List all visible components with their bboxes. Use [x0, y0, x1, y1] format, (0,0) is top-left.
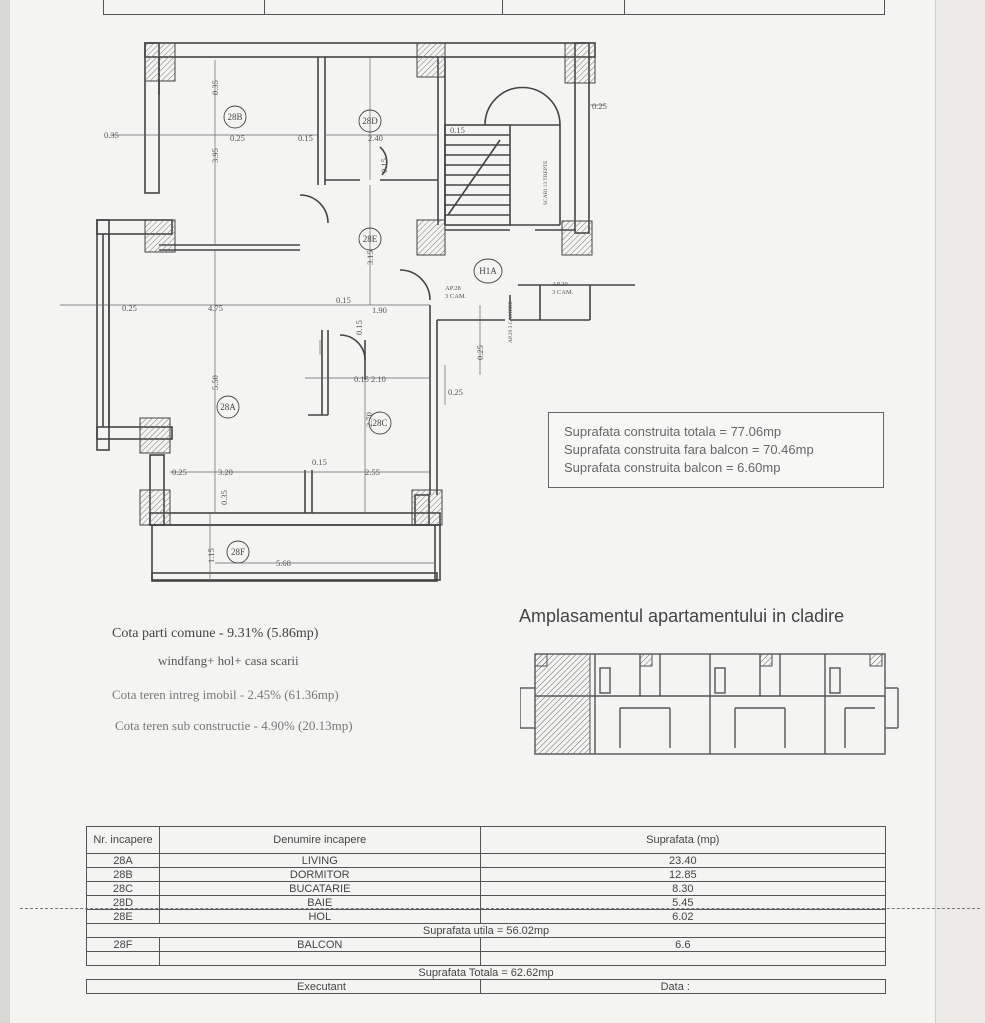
row-name: DORMITOR — [159, 868, 480, 882]
row-nr: 28F — [87, 938, 160, 952]
dim-0-15-e: 0.15 — [354, 320, 364, 335]
dim-3-95: 3.95 — [210, 148, 220, 163]
dim-0-15-d: 0.15 — [336, 295, 351, 305]
paper-right-edge — [935, 0, 985, 1023]
dim-1-90: 1.90 — [372, 305, 387, 315]
dim-0-15-c: 0.15 — [379, 158, 389, 173]
dim-0-15-a: 0.15 — [298, 133, 313, 143]
row-name: BALCON — [159, 938, 480, 952]
header-left-text — [118, 0, 198, 1]
scan-fold-line — [20, 908, 980, 909]
table-row — [87, 868, 886, 882]
room-table — [86, 826, 886, 994]
row-area: 12.85 — [480, 868, 885, 882]
label-ap30: AP.30 — [552, 281, 568, 288]
dim-2-70: 2.70 — [364, 412, 374, 427]
row-area: 6.02 — [480, 910, 885, 924]
room-28f-label: 28F — [230, 547, 246, 557]
building-location-drawing — [520, 648, 900, 760]
room-28e-label: 28E — [362, 234, 378, 244]
dim-5-68: 5.68 — [276, 558, 291, 568]
room-28d-label: 28D — [362, 116, 378, 126]
room-28a-label: 28A — [220, 402, 236, 412]
label-ap29: AP.29 3 CAMERE — [508, 301, 514, 343]
dim-4-75: 4.75 — [208, 303, 223, 313]
dim-0-15-b: 0.15 — [450, 125, 465, 135]
label-ap28: AP.28 — [445, 285, 461, 292]
dim-3-15: 3.15 — [365, 250, 375, 265]
total-area-row: Suprafata Totala = 62.62mp — [87, 966, 886, 980]
floor-plan-drawing — [60, 35, 650, 595]
header-area: Suprafata (mp) — [480, 827, 885, 854]
area-balcony: Suprafata construita balcon = 6.60mp — [564, 460, 781, 475]
paper-left-edge — [0, 0, 10, 1023]
dim-0-25-d: 0.25 — [172, 467, 187, 477]
row-nr: 28B — [87, 868, 160, 882]
data-label: Data : — [480, 980, 885, 994]
room-h1a-label: H1A — [479, 266, 497, 276]
dim-0-35-top: 0.35 — [210, 80, 220, 95]
room-28c-label: 28C — [372, 418, 388, 428]
row-nr: 28D — [87, 896, 160, 910]
cota-parti-comune-desc: windfang+ hol+ casa scarii — [158, 653, 299, 668]
table-row — [87, 910, 886, 924]
location-title: Amplasamentul apartamentului in cladire — [519, 606, 845, 626]
useful-area-row: Suprafata utila = 56.02mp — [87, 924, 886, 938]
header-mid-text — [366, 0, 388, 1]
dim-0-15-2-10: 0.15 2.10 — [354, 374, 386, 384]
dim-2-55: 2.55 — [365, 467, 380, 477]
cota-teren-sub-constructie: Cota teren sub constructie - 4.90% (20.13mp) — [115, 718, 353, 733]
dim-0-25-a: 0.25 — [230, 133, 245, 143]
row-name: LIVING — [159, 854, 480, 868]
row-nr: 28A — [87, 854, 160, 868]
area-summary-box — [548, 412, 884, 488]
table-row — [87, 882, 886, 896]
header-nr: Nr. incapere — [87, 827, 160, 854]
dim-0-25-c: 0.25 — [448, 387, 463, 397]
row-area: 8.30 — [480, 882, 885, 896]
dim-0-25-e: 0.25 — [475, 345, 485, 360]
cota-parti-comune: Cota parti comune - 9.31% (5.86mp) — [112, 626, 319, 641]
dim-5-50: 5.50 — [210, 375, 220, 390]
row-name: BAIE — [159, 896, 480, 910]
row-name: HOL — [159, 910, 480, 924]
area-no-balcony: Suprafata construita fara balcon = 70.46mp — [564, 442, 814, 457]
dim-3-20: 3.20 — [218, 467, 233, 477]
dim-0-35-left: 0.35 — [104, 130, 119, 140]
row-nr: 28C — [87, 882, 160, 896]
executant-label: Executant — [87, 980, 481, 994]
header-name: Denumire incapere — [159, 827, 480, 854]
area-total: Suprafata construita totala = 77.06mp — [564, 424, 782, 439]
floor-plan — [60, 35, 650, 595]
table-row — [87, 938, 886, 952]
dim-0-25-b: 0.25 — [122, 303, 137, 313]
row-nr: 28E — [87, 910, 160, 924]
label-ap30-cam: 3 CAM. — [552, 289, 574, 296]
dim-2-40: 2.40 — [368, 133, 383, 143]
dim-0-35-b: 0.35 — [219, 490, 229, 505]
row-name: BUCATARIE — [159, 882, 480, 896]
dim-0-15-f: 0.15 — [312, 457, 327, 467]
cota-teren-intreg: Cota teren intreg imobil - 2.45% (61.36mp) — [112, 687, 339, 702]
dim-1-15: 1.15 — [206, 548, 216, 563]
label-stairs: SCARI 13 TREPTE — [543, 160, 549, 205]
row-area: 6.6 — [480, 938, 885, 952]
dim-0-25-right: 0.25 — [592, 101, 607, 111]
header-uat-text — [524, 0, 543, 1]
table-row — [87, 854, 886, 868]
row-area: 5.45 — [480, 896, 885, 910]
row-area: 23.40 — [480, 854, 885, 868]
label-ap28-cam: 3 CAM. — [445, 293, 467, 300]
header-table — [103, 0, 885, 15]
room-28b-label: 28B — [227, 112, 243, 122]
header-right-text — [709, 0, 746, 1]
